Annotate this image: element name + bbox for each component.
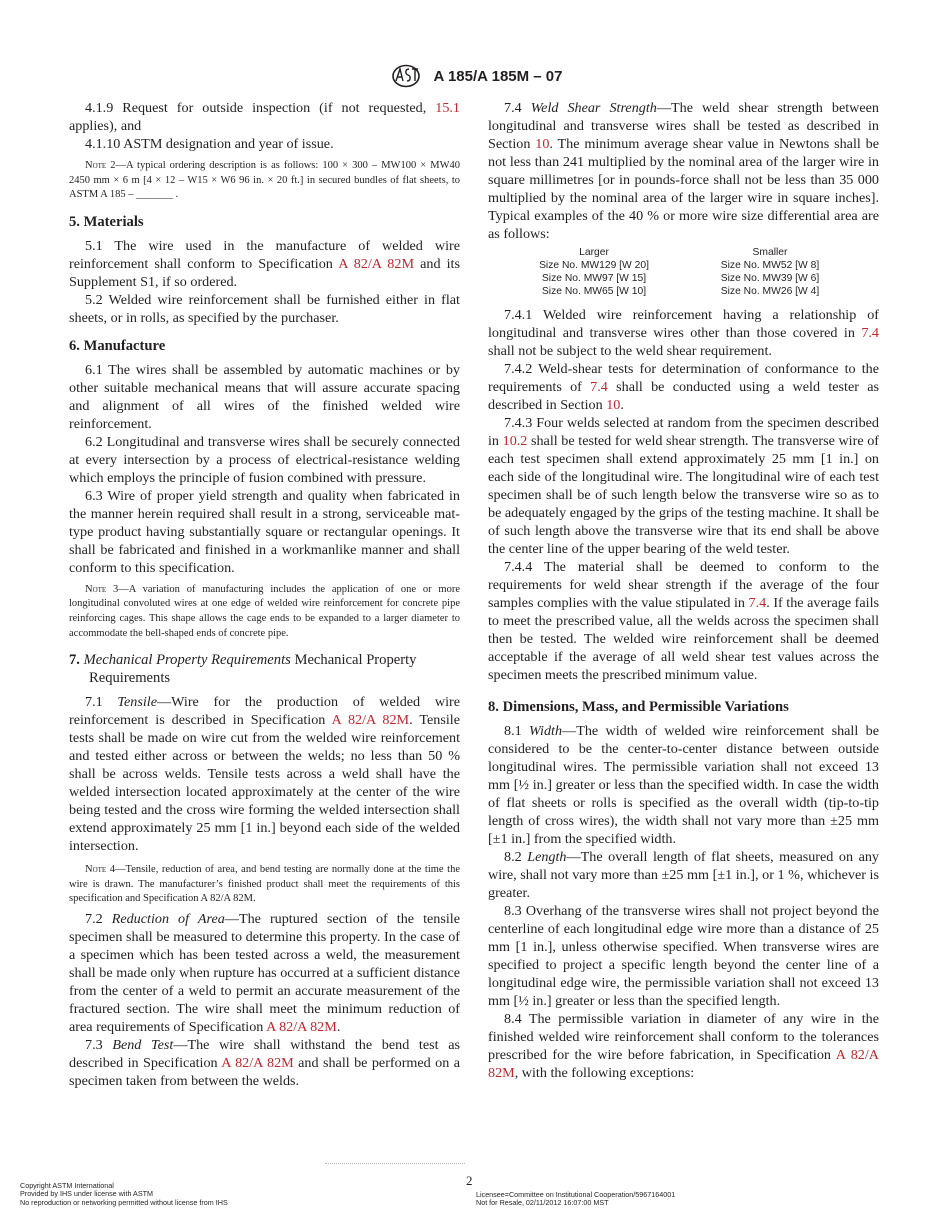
clause-7-4-2: 7.4.2 Weld-shear tests for determination of conformance to the requirements of 7.4 shall be conducted using a weld tester as described in Section 10. <box>488 361 879 413</box>
clause-7-4-1: 7.4.1 Welded wire reinforcement having a relationship of longitudinal and transverse wires other than those covered in 7.4 shall not be subject to the weld shear requirement. <box>488 307 879 359</box>
ref-7-4-link[interactable]: 7.4 <box>861 325 879 341</box>
table-row <box>506 272 858 285</box>
clause-8-4: 8.4 The permissible variation in diameter of any wire in the finished welded wire reinforcement shall conform to the tolerances prescribed for the wire before fabrication, in Specification A 82/A 82M, with the following exceptions: <box>488 1011 879 1081</box>
clause-7-2: 7.2 Reduction of Area—The ruptured section of the tensile specimen shall be measured to determine this property. In the case of a specimen which has been tested across a weld, the measurement shall be made only when rupture has occurred at a sufficient distance from the center of a weld to permit an accurate measurement of the fractured section. The wire shall meet the minimum reduction of area requirements of Specification A 82/A 82M. <box>69 910 460 1035</box>
clause-4-1-10: 4.1.10 ASTM designation and year of issue. <box>85 136 334 152</box>
clause-7-4: 7.4 Weld Shear Strength—The weld shear strength between longitudinal and transverse wires shall be tested as described in Section 10. The minimum average shear value in Newtons shall be not less than 241 multiplied by the nominal area of the larger wire in square millimetres [or in pounds-force shall not be less than 35 000 multiplied by the nominal area of the larger wire in square inches]. Typical examples of the 40 % or more wire size differential area are as follows: <box>488 100 880 242</box>
ref-10-2-link[interactable]: 10.2 <box>502 433 528 449</box>
clause-5-2: 5.2 Welded wire reinforcement shall be furnished either in flat sheets, or in rolls, as specified by the purchaser. <box>69 291 460 326</box>
spec-a82-link[interactable]: A 82/A 82M <box>488 1047 879 1081</box>
footer-divider <box>325 1163 465 1164</box>
ref-7-4-link[interactable]: 7.4 <box>748 595 767 611</box>
section-5-heading: 5. Materials <box>69 213 144 230</box>
clause-7-1: 7.1 Tensile—Wire for the production of welded wire reinforcement is described in Specification A 82/A 82M. Tensile tests shall be made on wire cut from the welded wire reinforcement and tested either across or between the welds; no less than 50 % shall be across welds. Tensile tests across a weld shall have the welded intersection located approximately at the center of the wire being tested and the cross wire forming the welded intersection shall extend approximately 25 mm [1 in.] beyond each side of the welded intersection. <box>69 694 460 855</box>
clause-4-1-9: 4.1.9 Request for outside inspection (if not requested, 15.1 applies), and <box>69 100 460 134</box>
footer-line: Copyright ASTM International <box>20 1181 114 1190</box>
page-header <box>0 64 950 88</box>
spec-a82-link[interactable]: A 82/A 82M <box>331 712 410 729</box>
clause-7-3: 7.3 Bend Test—The wire shall withstand the bend test as described in Specification A 82/A 82M and shall be performed on a specimen taken from between the welds. <box>69 1036 460 1089</box>
column-header-larger: Larger <box>579 247 609 258</box>
wire-size-table <box>506 246 858 298</box>
page-number: 2 <box>466 1173 473 1188</box>
section-10-link[interactable]: 10 <box>606 397 621 413</box>
clause-6-3: 6.3 Wire of proper yield strength and quality when fabricated in the manner herein required shall result in a strong, serviceable mat-type product having substantially square or rectangular openings. It shall be fabricated and finished in a workmanlike manner and shall conform to this specification. <box>69 487 460 576</box>
ref-15-1-link[interactable]: 15.1 <box>435 100 460 116</box>
footer-line: Provided by IHS under license with ASTM <box>20 1189 154 1199</box>
ref-7-4-link[interactable]: 7.4 <box>590 379 608 395</box>
clause-6-1: 6.1 The wires shall be assembled by automatic machines or by other suitable mechanical means that will assure accurate spacing and alignment of all wires of the finished welded wire reinforcement. <box>69 361 460 432</box>
clause-5-1: 5.1 The wire used in the manufacture of welded wire reinforcement shall conform to Specification A 82/A 82M and its Supplement S1, if so ordered. <box>69 237 460 290</box>
footer-line: No reproduction or networking permitted without license from IHS <box>20 1197 228 1207</box>
note-2: Note 2—A typical ordering description is as follows: 100 × 300 – MW100 × MW40 2450 mm × 6 m [4 × 12 – W15 × W6 96 in. × 20 ft.] in secured bundles of flat sheets, to ASTM A 185 – _______ . <box>69 160 460 201</box>
table-cell: Size No. MW129 [W 20] <box>539 260 649 271</box>
clause-7-4-4: 7.4.4 The material shall be deemed to conform to the requirements for weld shear strength if the average of the four samples complies with the value stipulated in 7.4. If the average fails to meet the prescribed value, all the welds across the specimen shall then be tested. The welded wire reinforcement shall be deemed acceptable if the average of all weld shear test values across the specimen meets the prescribed minimum value. <box>488 559 880 683</box>
section-8-heading: 8. Dimensions, Mass, and Permissible Variations <box>488 699 789 715</box>
clause-8-2: 8.2 Length—The overall length of flat sheets, measured on any wire, shall not vary more than ±25 mm [±1 in.], or 1 %, whichever is greater. <box>488 849 879 901</box>
section-7-heading: 7. Mechanical Property Requirements Mechanical Property Requirements <box>69 652 417 687</box>
note-3: Note 3—A variation of manufacturing includes the application of one or more longitudinal convoluted wires at one edge of welded wire reinforcement for concrete pipe reinforcing cages. This shape allows the cage ends to be expanded to a larger diameter to accommodate the bell-shaped ends of concrete pipe. <box>69 583 460 639</box>
footer-copyright <box>20 1182 228 1207</box>
table-row <box>506 259 858 272</box>
spec-a82-link[interactable]: A 82/A 82M <box>221 1054 294 1071</box>
spec-a82-link[interactable]: A 82/A 82M <box>338 255 415 272</box>
footer-license <box>476 1191 675 1208</box>
clause-8-1: 8.1 Width—The width of welded wire reinforcement shall be considered to be the center-to-center distance between outside longitudinal wires. The permissible variation shall not exceed 13 mm [½ in.] greater or less than the specified width. In case the width of flat sheets or rolls is specified as the overall width (tip-to-tip length of cross wires), the width shall not vary more than ±25 mm [±1 in.] from the specified width. <box>488 723 879 847</box>
left-column <box>69 99 460 1090</box>
clause-6-2: 6.2 Longitudinal and transverse wires shall be securely connected at every intersection by a process of electrical-resistance welding which employs the principle of fusion combined with pressure. <box>69 433 460 486</box>
section-10-link[interactable]: 10 <box>535 136 550 152</box>
table-cell: Size No. MW39 [W 6] <box>720 273 820 284</box>
section-6-heading: 6. Manufacture <box>69 337 166 354</box>
table-header-row <box>506 246 858 259</box>
table-cell: Size No. MW52 [W 8] <box>720 260 820 271</box>
column-header-smaller: Smaller <box>752 247 788 258</box>
clause-7-4-3: 7.4.3 Four welds selected at random from the specimen described in 10.2 shall be tested for weld shear strength. The transverse wire of each test specimen shall extend approximately 25 mm [1 in.] on each side of the longitudinal wire. The longitudinal wire of each test specimen shall be of such length below the transverse wire so as to be adequately engaged by the grips of the testing machine. It shall be of such length above the transverse wire that its end shall be above the center line of the upper bearing of the weld tester. <box>488 415 879 557</box>
clause-8-3: 8.3 Overhang of the transverse wires shall not project beyond the centerline of each longitudinal edge wire more than a distance of 25 mm [1 in.], unless otherwise specified. When transverse wires are specified to project a specific length beyond the center line of a longitudinal edge wire, the permissible variation shall not exceed 13 mm [½ in.] greater or less than the specified length. <box>488 903 879 1009</box>
document-title: A 185/A 185M – 07 <box>433 67 563 85</box>
footer-line: Licensee=Committee on Institutional Cooperation/5967164001 <box>476 1190 676 1199</box>
spec-a82-link[interactable]: A 82/A 82M <box>266 1018 337 1035</box>
note-4: Note 4—Tensile, reduction of area, and bend testing are normally done at the time the wire is drawn. The manufacturer’s finished product shall meet the requirements of this specification and Specification A 82/A 82M. <box>69 864 460 905</box>
table-cell: Size No. MW65 [W 10] <box>541 286 647 297</box>
right-column <box>488 99 879 1082</box>
table-cell: Size No. MW97 [W 15] <box>541 273 647 284</box>
table-row <box>506 285 858 298</box>
table-cell: Size No. MW26 [W 4] <box>720 286 820 297</box>
footer-line: Not for Resale, 02/11/2012 16:07:00 MST <box>476 1198 609 1208</box>
astm-logo-icon <box>388 64 424 88</box>
